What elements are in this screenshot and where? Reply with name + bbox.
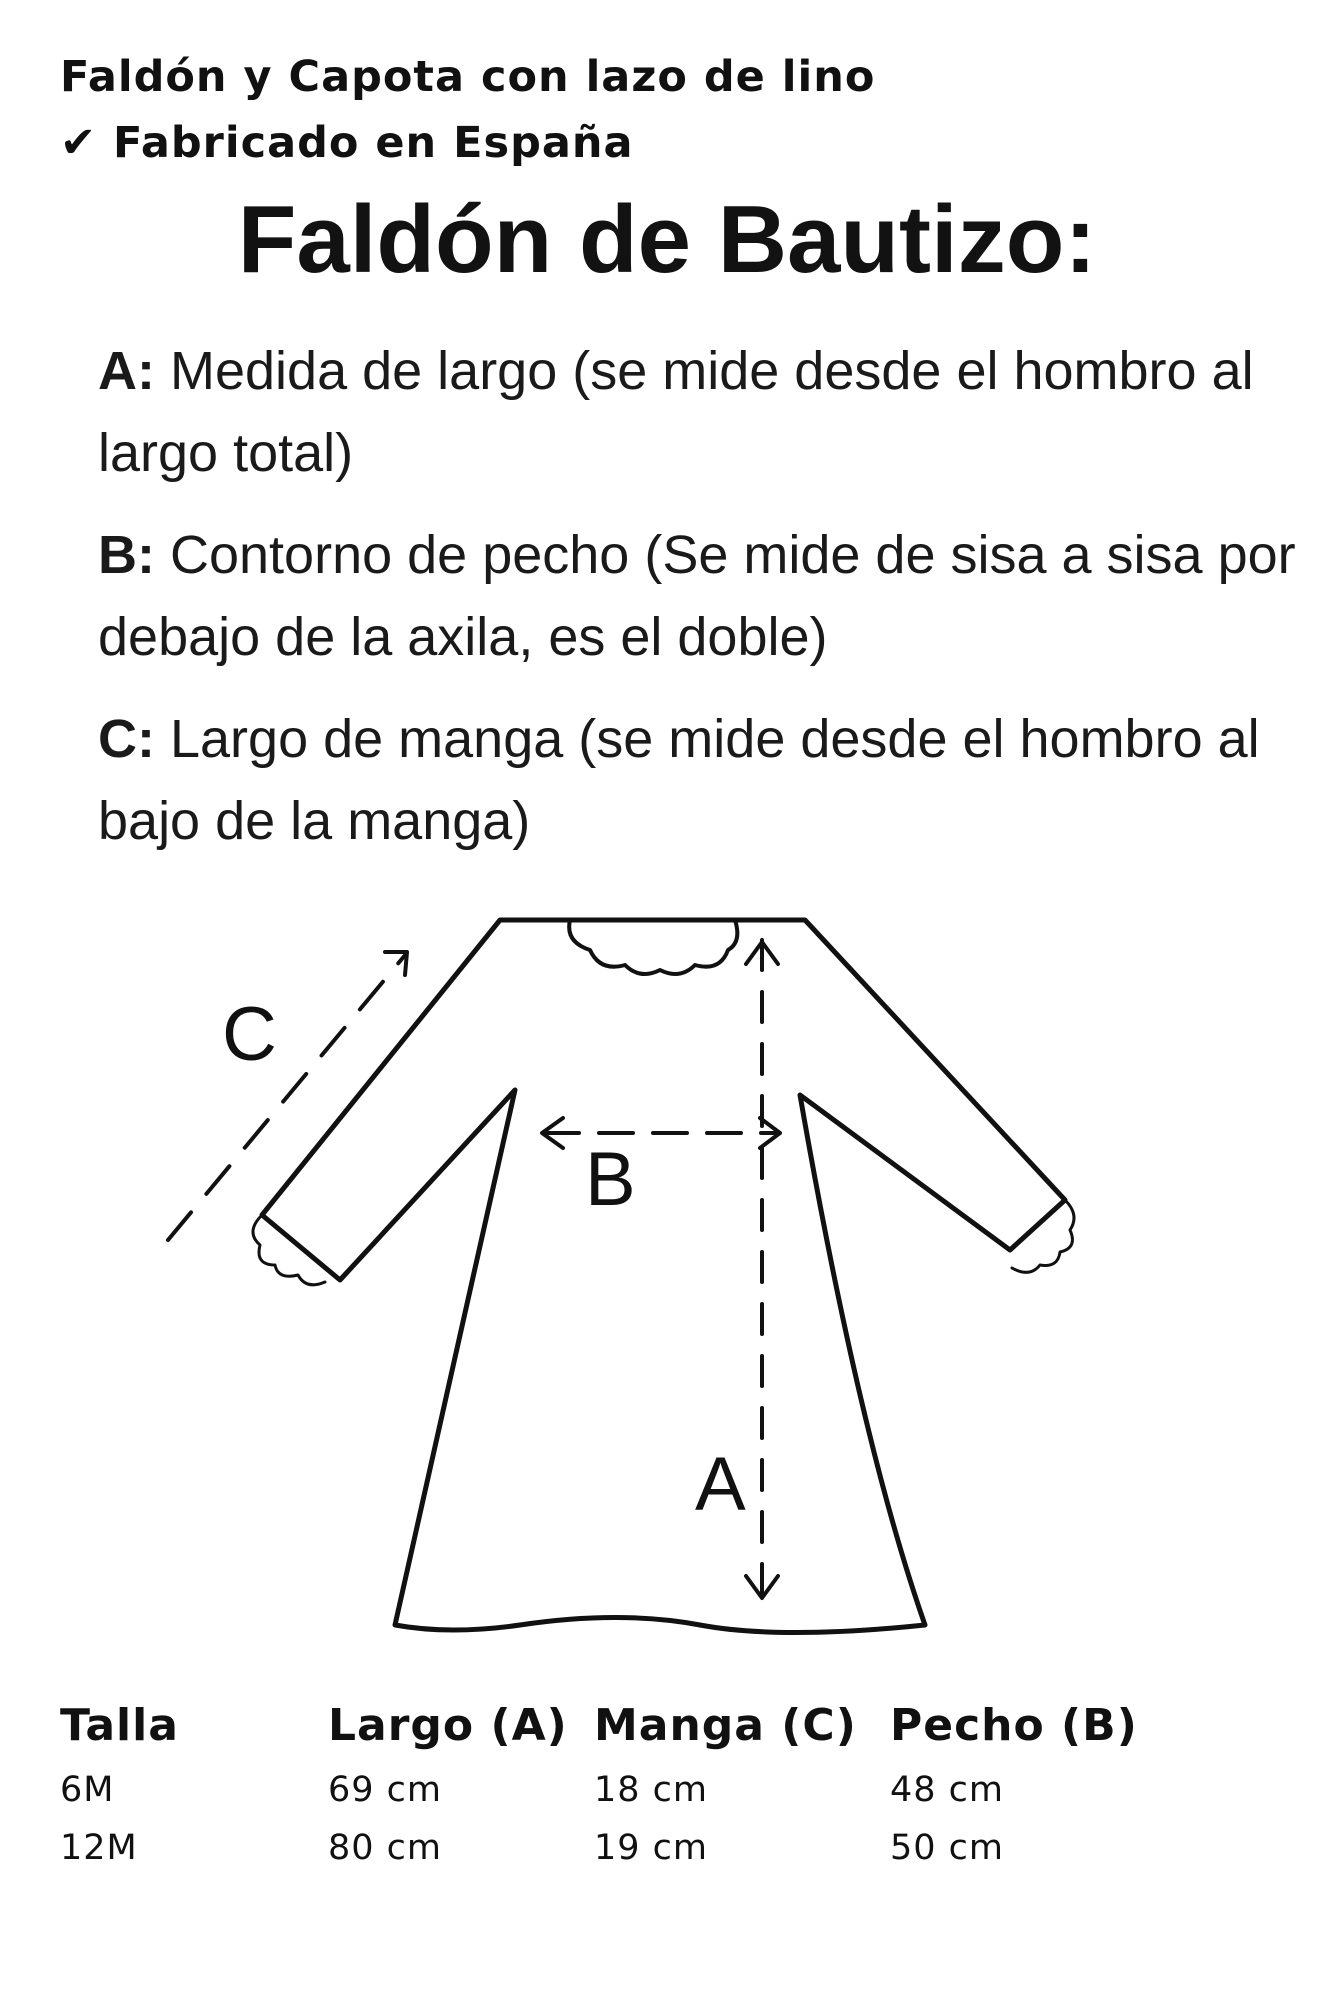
- product-title: Faldón y Capota con lazo de lino: [60, 52, 876, 102]
- label-a: A: [695, 1442, 746, 1527]
- label-b: B: [585, 1137, 636, 1222]
- table-cell: 69 cm: [328, 1770, 442, 1810]
- header-cell-talla: Talla: [60, 1700, 179, 1751]
- measurement-c-arrow-icon: [168, 952, 407, 1240]
- dress-measurement-diagram: [0, 880, 1334, 1670]
- definition-text: Largo de manga (se mide desde el hombro al bajo de la manga): [98, 709, 1260, 851]
- measurement-definitions: [98, 330, 1318, 882]
- definition-b: [98, 514, 1318, 678]
- header: [60, 44, 875, 176]
- definition-key: A:: [98, 341, 155, 401]
- header-cell-pecho: Pecho (B): [890, 1700, 1138, 1751]
- page-title: Faldón de Bautizo:: [237, 186, 1097, 293]
- table-cell: 48 cm: [890, 1770, 1004, 1810]
- header-cell-manga: Manga (C): [594, 1700, 857, 1751]
- definition-text: Contorno de pecho (Se mide de sisa a sisa por debajo de la axila, es el doble): [98, 525, 1296, 667]
- dress-outline-icon: [253, 920, 1074, 1633]
- table-cell: 12M: [60, 1828, 138, 1868]
- definition-key: C:: [98, 709, 155, 769]
- table-cell: 19 cm: [594, 1828, 708, 1868]
- label-c: C: [222, 992, 277, 1077]
- table-cell: 50 cm: [890, 1828, 1004, 1868]
- definition-key: B:: [98, 525, 155, 585]
- definition-a: [98, 330, 1318, 494]
- measurement-b-arrow-icon: [542, 1118, 780, 1148]
- made-in-spain-note: ✔ Fabricado en España: [60, 118, 634, 168]
- table-cell: 18 cm: [594, 1770, 708, 1810]
- definition-c: [98, 698, 1318, 862]
- table-cell: 6M: [60, 1770, 115, 1810]
- header-cell-largo: Largo (A): [328, 1700, 568, 1751]
- table-cell: 80 cm: [328, 1828, 442, 1868]
- measurement-a-arrow-icon: [746, 940, 778, 1600]
- definition-text: Medida de largo (se mide desde el hombro al largo total): [98, 341, 1254, 483]
